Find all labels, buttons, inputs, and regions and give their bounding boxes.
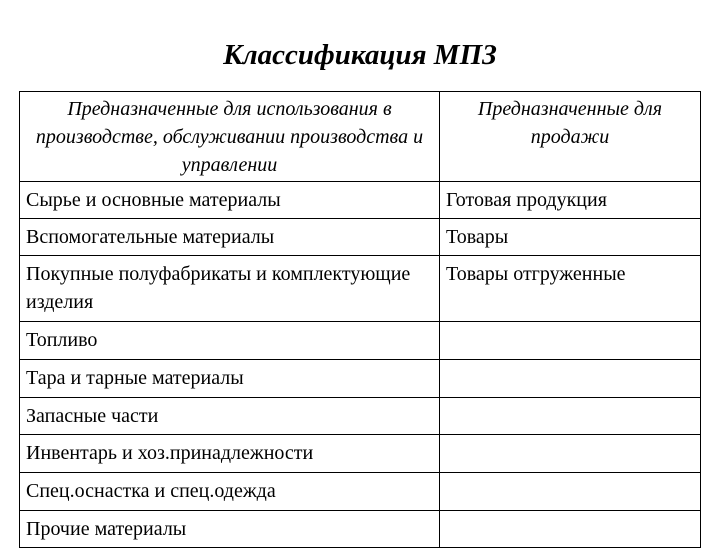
table-row: [20, 435, 701, 473]
table-row: [20, 322, 701, 360]
table-row: [20, 360, 701, 398]
header-for-sale: Предназначенные для продажи: [440, 92, 701, 182]
table-row: [20, 398, 701, 435]
table-cell-production: Вспомогательные материалы: [20, 219, 440, 256]
page-title: Классификация МПЗ: [223, 39, 497, 71]
table-row: [20, 511, 701, 548]
table-cell-sale: [440, 473, 701, 511]
table-row: [20, 473, 701, 511]
table-cell-production: Топливо: [20, 322, 440, 360]
classification-table: [19, 91, 701, 548]
table-cell-sale: [440, 398, 701, 435]
table-row: [20, 182, 701, 219]
table-cell-production: Спец.оснастка и спец.одежда: [20, 473, 440, 511]
table-cell-sale: Товары: [440, 219, 701, 256]
header-production-use: Предназначенные для использования в производстве, обслуживании производства и управлении: [20, 92, 440, 182]
table-cell-sale: [440, 360, 701, 398]
table-cell-production: Тара и тарные материалы: [20, 360, 440, 398]
table-cell-production: Прочие материалы: [20, 511, 440, 548]
table-row: [20, 219, 701, 256]
table-cell-sale: [440, 322, 701, 360]
table-row: [20, 256, 701, 322]
table-cell-production: Покупные полуфабрикаты и комплектующие изделия: [20, 256, 440, 322]
table-cell-production: Инвентарь и хоз.принадлежности: [20, 435, 440, 473]
table-cell-sale: Товары отгруженные: [440, 256, 701, 322]
table-cell-sale: [440, 435, 701, 473]
table-header-row: [20, 92, 701, 182]
table-cell-sale: Готовая продукция: [440, 182, 701, 219]
table-cell-production: Запасные части: [20, 398, 440, 435]
table-cell-production: Сырье и основные материалы: [20, 182, 440, 219]
table-cell-sale: [440, 511, 701, 548]
